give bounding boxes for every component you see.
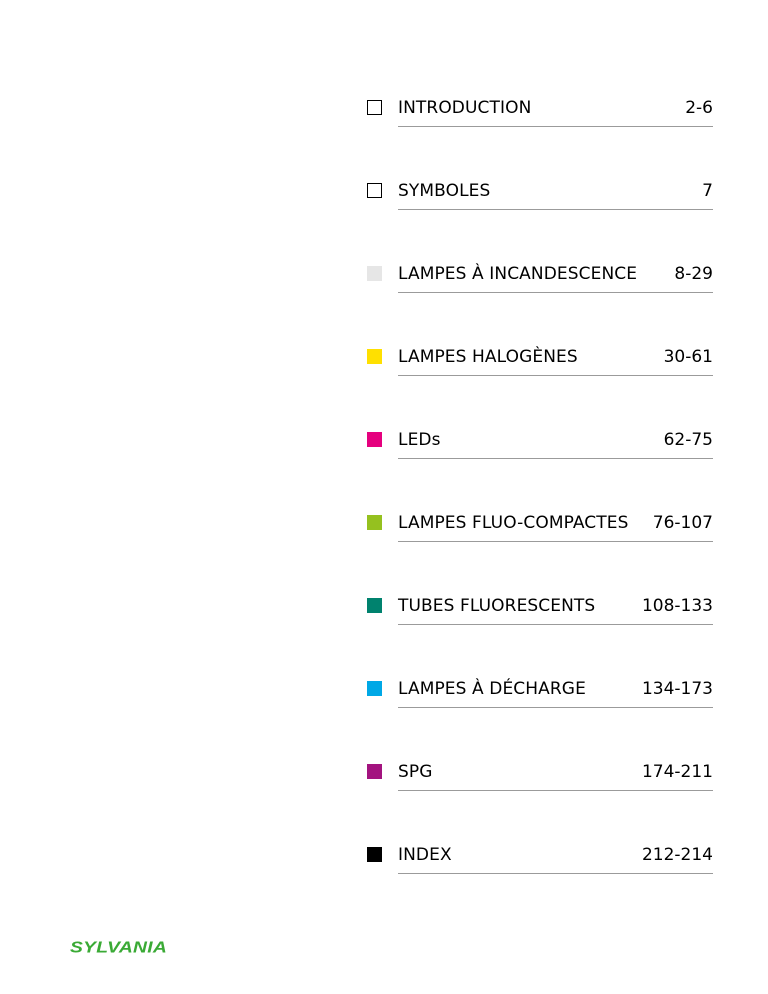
toc-entry[interactable] [367, 678, 713, 718]
logo-text: SYLVANIA [70, 939, 167, 957]
toc-entry-divider [398, 292, 713, 293]
toc-entry-divider [398, 873, 713, 874]
toc-entry[interactable] [367, 97, 713, 137]
toc-entry-divider [398, 624, 713, 625]
toc-entry-divider [398, 707, 713, 708]
toc-entry-label: LAMPES HALOGÈNES [398, 347, 578, 367]
section-color-swatch [367, 432, 382, 447]
toc-entry-label: LAMPES À INCANDESCENCE [398, 264, 638, 284]
toc-entry-label: SPG [398, 762, 433, 782]
toc-entry[interactable] [367, 429, 713, 469]
toc-entry-pages: 108-133 [641, 596, 713, 616]
sylvania-logo [70, 937, 168, 957]
toc-entry-divider [398, 541, 713, 542]
toc-entry[interactable] [367, 346, 713, 386]
toc-entry-divider [398, 790, 713, 791]
toc-entry[interactable] [367, 595, 713, 635]
toc-entry[interactable] [367, 180, 713, 220]
toc-entry-label: TUBES FLUORESCENTS [398, 596, 596, 616]
toc-entry-label: INTRODUCTION [398, 98, 532, 118]
toc-entry-pages: 134-173 [641, 679, 713, 699]
section-color-swatch [367, 764, 382, 779]
section-color-swatch [367, 681, 382, 696]
toc-entry-label: LAMPES À DÉCHARGE [398, 679, 586, 699]
toc-entry-pages: 8-29 [674, 264, 713, 284]
toc-entry-divider [398, 126, 713, 127]
section-color-swatch [367, 183, 382, 198]
toc-entry-divider [398, 458, 713, 459]
toc-entry-label: SYMBOLES [398, 181, 491, 201]
toc-entry-label: LAMPES FLUO-COMPACTES [398, 513, 629, 533]
section-color-swatch [367, 515, 382, 530]
section-color-swatch [367, 349, 382, 364]
toc-entry-pages: 174-211 [641, 762, 713, 782]
toc-entry-divider [398, 209, 713, 210]
section-color-swatch [367, 847, 382, 862]
section-color-swatch [367, 598, 382, 613]
toc-entry-pages: 212-214 [641, 845, 713, 865]
toc-entry[interactable] [367, 263, 713, 303]
toc-entry[interactable] [367, 844, 713, 884]
toc-entry-pages: 30-61 [663, 347, 713, 367]
toc-entry-label: LEDs [398, 430, 441, 450]
toc-entry-pages: 62-75 [663, 430, 713, 450]
toc-entry-pages: 7 [702, 181, 713, 201]
toc-entry[interactable] [367, 761, 713, 801]
toc-entry[interactable] [367, 512, 713, 552]
toc-entry-pages: 76-107 [652, 513, 713, 533]
section-color-swatch [367, 100, 382, 115]
toc-entry-pages: 2-6 [685, 98, 713, 118]
toc-entry-divider [398, 375, 713, 376]
toc-entry-label: INDEX [398, 845, 452, 865]
section-color-swatch [367, 266, 382, 281]
